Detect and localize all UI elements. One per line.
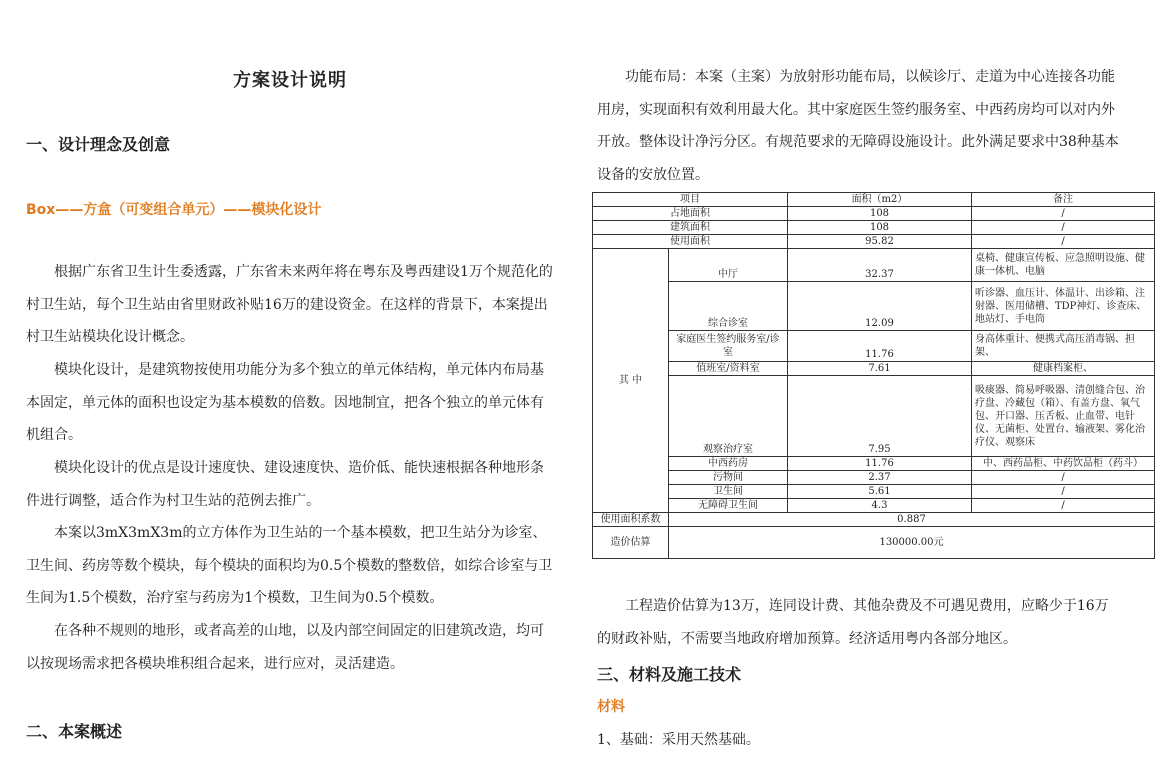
room-note: 中、西药品柜、中药饮品柜（药斗）	[972, 457, 1155, 471]
room-note: 吸痰器、简易呼吸器、清创缝合包、治疗盘、冷藏包（箱）、有盖方盘、氧气包、开口器、压舌板、止血带、电针仪、无菌柜、处置台、输液架、雾化治疗仪、观察床	[972, 376, 1155, 457]
row-area: 108	[788, 221, 972, 235]
table-row	[593, 513, 1155, 527]
room-item: 值班室/资料室	[669, 362, 788, 376]
room-area: 32.37	[788, 249, 972, 282]
row-item: 使用面积	[593, 235, 788, 249]
room-item: 无障碍卫生间	[669, 499, 788, 513]
table-row	[593, 362, 1155, 376]
room-item: 中厅	[669, 249, 788, 282]
room-item: 家庭医生签约服务室/诊室	[669, 331, 788, 362]
room-item: 观察治疗室	[669, 376, 788, 457]
row-area: 108	[788, 207, 972, 221]
room-item: 污物间	[669, 471, 788, 485]
coef-label: 使用面积系数	[593, 513, 669, 527]
paragraph-modular-definition: 模块化设计，是建筑物按使用功能分为多个独立的单元体结构，单元体内布局基本固定，单元体的面积也设定为基本模数的倍数。因地制宜，把各个独立的单元体有机组合。	[26, 362, 544, 443]
row-note: /	[972, 235, 1155, 249]
table-row	[593, 457, 1155, 471]
room-note: /	[972, 485, 1155, 499]
paragraph-background: 根据广东省卫生计生委透露，广东省未来两年将在粤东及粤西建设1万个规范化的村卫生站，每个卫生站由省里财政补贴16万的建设资金。在这样的背景下，本案提出村卫生站模块化设计概念。	[26, 264, 553, 345]
table-row	[593, 282, 1155, 331]
table-row	[593, 527, 1155, 559]
section-heading-materials: 三、材料及施工技术	[597, 665, 742, 684]
room-item: 卫生间	[669, 485, 788, 499]
table-row	[593, 499, 1155, 513]
coef-value: 0.887	[669, 513, 1155, 527]
row-item: 建筑面积	[593, 221, 788, 235]
room-note: /	[972, 471, 1155, 485]
table-header-row	[593, 193, 1155, 207]
room-area: 7.95	[788, 376, 972, 457]
table-row	[593, 207, 1155, 221]
room-note: 桌椅、健康宣传板、应急照明设施、健康一体机、电脑	[972, 249, 1155, 282]
page-title: 方案设计说明	[233, 70, 347, 91]
room-note: /	[972, 499, 1155, 513]
header-area: 面积（m2）	[788, 193, 972, 207]
paragraph-function-layout: 功能布局：本案（主案）为放射形功能布局，以候诊厅、走道为中心连接各功能用房，实现面积有效利用最大化。其中家庭医生签约服务室、中西药房均可以对内外开放。整体设计净污分区。有规范要求的无障碍设施设计。此外满足要求中38种基本设备的安放位置。	[597, 69, 1119, 183]
row-area: 95.82	[788, 235, 972, 249]
room-note: 健康档案柜、	[972, 362, 1155, 376]
row-item: 占地面积	[593, 207, 788, 221]
header-note: 备注	[972, 193, 1155, 207]
room-area: 12.09	[788, 282, 972, 331]
area-table	[592, 192, 1155, 559]
room-area: 11.76	[788, 457, 972, 471]
room-item: 综合诊室	[669, 282, 788, 331]
room-note: 听诊器、血压计、体温计、出诊箱、注射器、医用储槽、TDP神灯、诊查床、地站灯、手电筒	[972, 282, 1155, 331]
group-label: 其 中	[593, 249, 669, 513]
paragraph-cost-estimate: 工程造价估算为13万，连同设计费、其他杂费及不可遇见费用，应略少于16万的财政补贴，不需要当地政府增加预算。经济适用粤内各部分地区。	[597, 598, 1109, 647]
table-row	[593, 485, 1155, 499]
room-area: 2.37	[788, 471, 972, 485]
foundation-line: 1、基础：采用天然基础。	[597, 732, 760, 748]
row-note: /	[972, 207, 1155, 221]
cost-label: 造价估算	[593, 527, 669, 559]
header-item: 项目	[593, 193, 788, 207]
room-area: 7.61	[788, 362, 972, 376]
room-area: 4.3	[788, 499, 972, 513]
paragraph-terrain: 在各种不规则的地形，或者高差的山地，以及内部空间固定的旧建筑改造，均可以按现场需求把各模块堆积组合起来，进行应对，灵活建造。	[26, 623, 544, 672]
table-row	[593, 331, 1155, 362]
cost-value: 130000.00元	[669, 527, 1155, 559]
paragraph-module-size: 本案以3mX3mX3m的立方体作为卫生站的一个基本模数，把卫生站分为诊室、卫生间、药房等数个模块，每个模块的面积均为0.5个模数的整数倍，如综合诊室与卫生间为1.5个模数，治疗室与药房为1个模数，卫生间为0.5个模数。	[26, 525, 553, 606]
table-row	[593, 376, 1155, 457]
room-area: 11.76	[788, 331, 972, 362]
section-heading-overview: 二、本案概述	[26, 722, 123, 741]
paragraph-modular-advantages: 模块化设计的优点是设计速度快、建设速度快、造价低、能快速根据各种地形条件进行调整，适合作为村卫生站的范例去推广。	[26, 460, 544, 509]
table-row	[593, 221, 1155, 235]
room-note: 身高体重计、便携式高压消毒锅、担架、	[972, 331, 1155, 362]
room-item: 中西药房	[669, 457, 788, 471]
materials-subtitle: 材料	[597, 699, 625, 715]
table-row	[593, 235, 1155, 249]
room-area: 5.61	[788, 485, 972, 499]
table-row	[593, 249, 1155, 282]
section-heading-concept: 一、设计理念及创意	[26, 135, 171, 154]
concept-subtitle: Box——方盒（可变组合单元）——模块化设计	[26, 202, 322, 218]
table-row	[593, 471, 1155, 485]
row-note: /	[972, 221, 1155, 235]
